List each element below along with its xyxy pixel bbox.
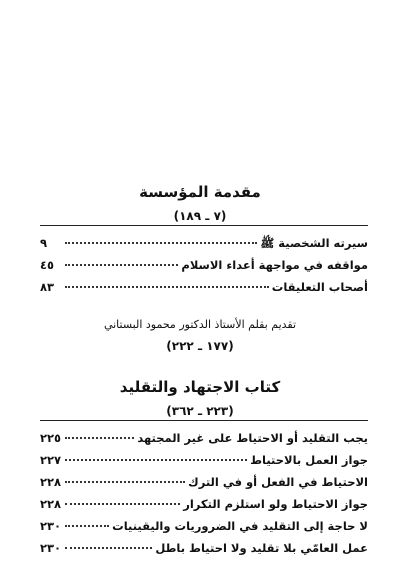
toc-entry-title: جواز الاحتياط ولو استلزم التكرار bbox=[183, 497, 368, 511]
toc-entry-title: مواقفه في مواجهة أعداء الاسلام bbox=[181, 258, 368, 272]
section-title-ijtihad-taqlid: كتاب الاجتهاد والتقليد bbox=[119, 378, 281, 396]
toc-entry-title: أصحاب التعليقات bbox=[271, 280, 368, 294]
toc-entry bbox=[40, 253, 368, 273]
toc-leader-dots bbox=[65, 250, 178, 266]
toc-entry-title: يجب التقليد أو الاحتياط على غير المجتهد bbox=[137, 431, 368, 445]
toc-leader-dots bbox=[65, 272, 269, 288]
toc-entry-page: ٢٣٠ bbox=[40, 541, 62, 555]
section-range-institution-intro: (٧ ـ ١٨٩) bbox=[173, 209, 227, 223]
toc-entry bbox=[40, 514, 368, 534]
toc-entry-page: ٢٢٥ bbox=[40, 431, 62, 445]
toc-entry-title: سيرته الشخصية ﷺ bbox=[260, 236, 368, 250]
toc-entry bbox=[40, 275, 368, 295]
toc-entry bbox=[40, 536, 368, 556]
section-title-institution-intro: مقدمة المؤسسة bbox=[139, 183, 261, 201]
toc-leader-dots bbox=[65, 467, 185, 483]
section-title-presentation: تقديم بقلم الأستاذ الدكتور محمود البستاني bbox=[103, 318, 297, 331]
toc-leader-dots bbox=[65, 228, 257, 244]
toc-entry bbox=[40, 448, 368, 468]
section-range-presentation: (١٧٧ ـ ٢٢٢) bbox=[166, 339, 234, 353]
toc-entry-title: لا حاجة إلى التقليد في الضروريات واليقينيات bbox=[112, 519, 368, 533]
toc-entry-page: ٢٢٨ bbox=[40, 497, 62, 511]
toc-entry bbox=[40, 426, 368, 446]
toc-entry-page: ٩ bbox=[40, 236, 48, 250]
toc-entry-page: ٢٢٧ bbox=[40, 453, 62, 467]
toc-entry-page: ٤٥ bbox=[40, 258, 55, 272]
toc-entry-page: ٢٢٨ bbox=[40, 475, 62, 489]
toc-entry bbox=[40, 492, 368, 512]
toc-entry bbox=[40, 470, 368, 490]
toc-entry-page: ٨٣ bbox=[40, 280, 55, 294]
toc-leader-dots bbox=[65, 423, 134, 439]
toc-leader-dots bbox=[65, 511, 109, 527]
toc-leader-dots bbox=[65, 445, 247, 461]
divider bbox=[40, 225, 368, 226]
toc-entry-page: ٢٣٠ bbox=[40, 519, 62, 533]
divider bbox=[40, 420, 368, 421]
toc-leader-dots bbox=[65, 533, 152, 549]
toc-entry-title: عمل العامّي بلا تقليد ولا احتياط باطل bbox=[155, 541, 368, 555]
toc-leader-dots bbox=[65, 489, 180, 505]
section-range-ijtihad-taqlid: (٢٢٣ ـ ٣٦٢) bbox=[166, 404, 234, 418]
toc-entry-title: جواز العمل بالاحتياط bbox=[250, 453, 368, 467]
toc-entry-title: الاحتياط في الفعل أو في الترك bbox=[188, 475, 368, 489]
toc-entry bbox=[40, 231, 368, 251]
